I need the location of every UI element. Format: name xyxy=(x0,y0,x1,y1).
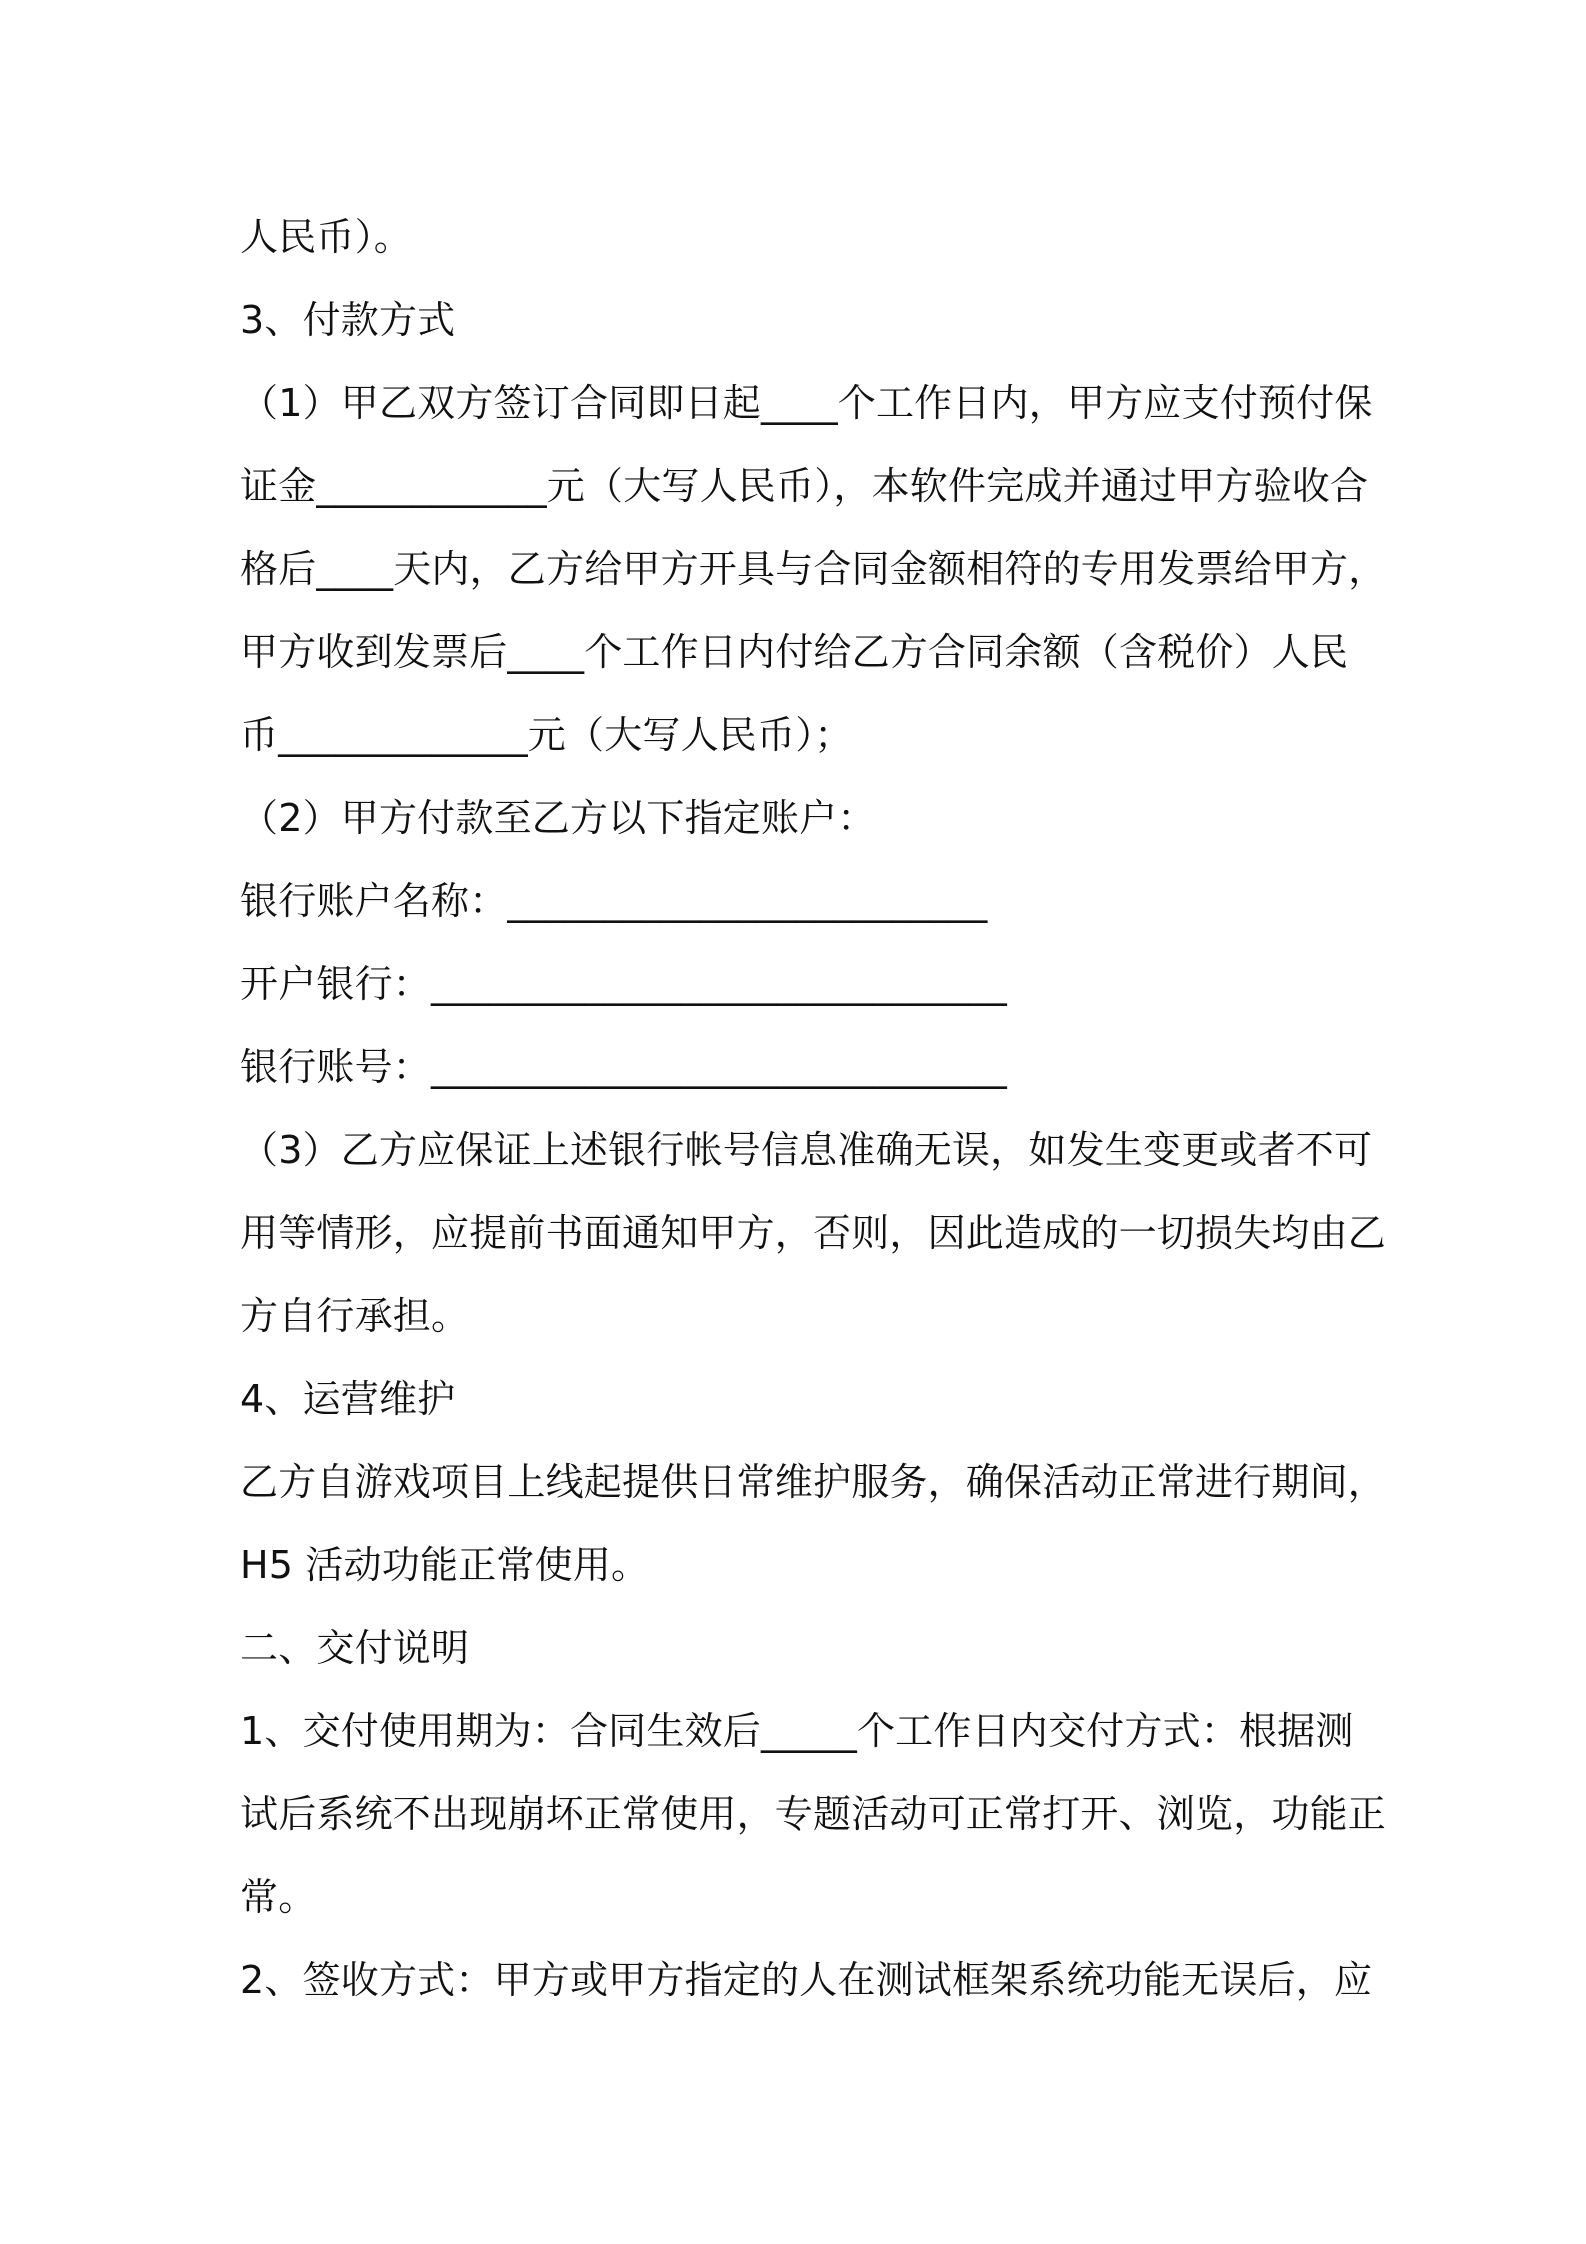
text-line: 甲方收到发票后____个工作日内付给乙方合同余额（含税价）人民 xyxy=(240,630,1349,674)
text-line: （3）乙方应保证上述银行帐号信息准确无误，如发生变更或者不可 xyxy=(240,1128,1373,1172)
text-line: 方自行承担。 xyxy=(240,1294,470,1338)
section-heading-delivery: 二、交付说明 xyxy=(240,1626,470,1670)
text-line: 用等情形，应提前书面通知甲方，否则，因此造成的一切损失均由乙 xyxy=(240,1211,1387,1255)
text-line: 乙方自游戏项目上线起提供日常维护服务，确保活动正常进行期间， xyxy=(240,1460,1387,1504)
text-line: 格后____天内，乙方给甲方开具与合同金额相符的专用发票给甲方， xyxy=(240,547,1387,591)
text-line: 试后系统不出现崩坏正常使用，专题活动可正常打开、浏览，功能正 xyxy=(240,1792,1387,1836)
section-heading-payment: 3、付款方式 xyxy=(240,298,456,342)
text-line: 人民币）。 xyxy=(240,215,413,259)
text-line: H5 活动功能正常使用。 xyxy=(240,1543,650,1587)
bank-name-line: 开户银行：______________________________ xyxy=(240,962,1008,1006)
contract-text xyxy=(240,196,1387,2022)
text-line: 常。 xyxy=(240,1875,317,1919)
text-line: （2）甲方付款至乙方以下指定账户： xyxy=(240,796,876,840)
bank-account-name-line: 银行账户名称：_________________________ xyxy=(240,879,988,923)
text-line: 2、签收方式：甲方或甲方指定的人在测试框架系统功能无误后，应 xyxy=(240,1958,1373,2002)
text-line: 1、交付使用期为：合同生效后_____个工作日内交付方式：根据测 xyxy=(240,1709,1354,1753)
bank-account-number-line: 银行账号：______________________________ xyxy=(240,1045,1008,1089)
section-heading-maintenance: 4、运营维护 xyxy=(240,1377,456,1421)
text-line: 证金____________元（大写人民币），本软件完成并通过甲方验收合 xyxy=(240,464,1369,508)
text-line: （1）甲乙双方签订合同即日起____个工作日内，甲方应支付预付保 xyxy=(240,381,1373,425)
text-line: 币_____________元（大写人民币）； xyxy=(240,713,853,757)
